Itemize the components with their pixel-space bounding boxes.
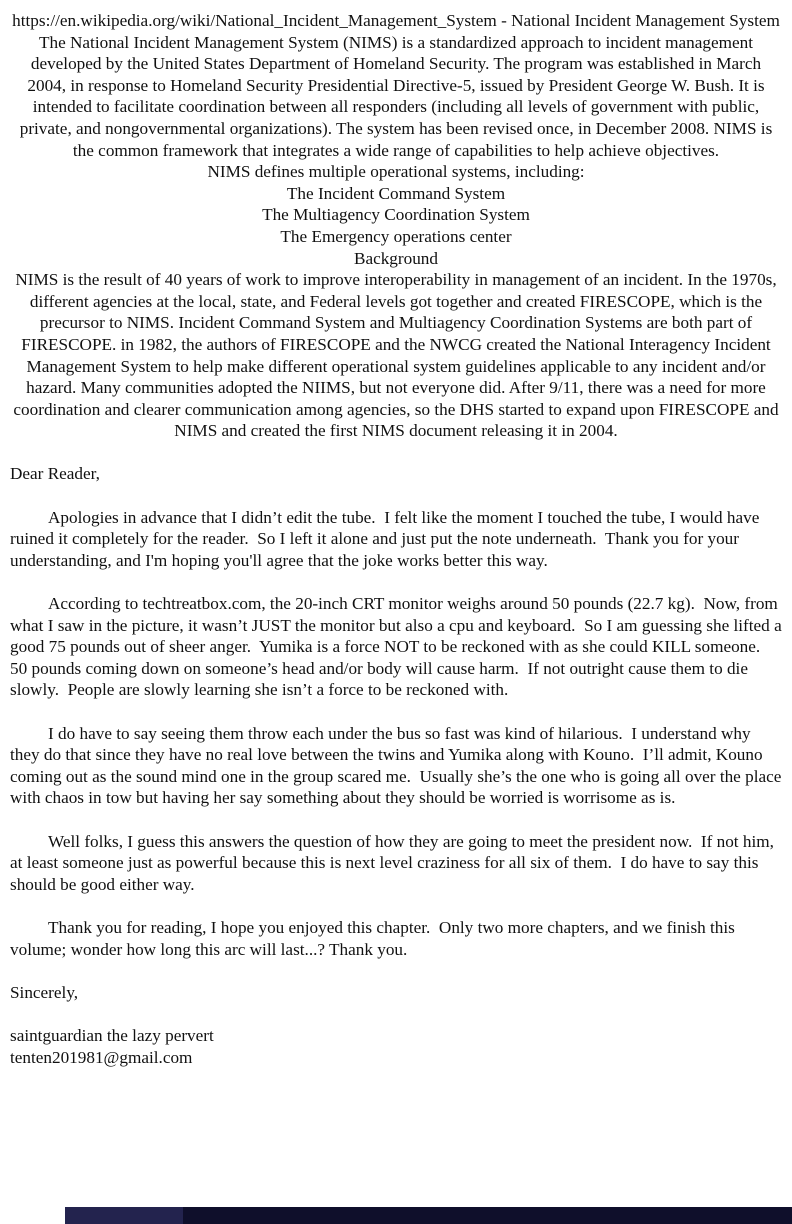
wiki-summary-section <box>10 10 782 442</box>
system-item: The Multiagency Coordination System <box>262 205 530 225</box>
taskbar-fragment[interactable] <box>65 1207 792 1224</box>
systems-intro-line: NIMS defines multiple operational systems, including: <box>207 162 585 182</box>
letter-closing: Sincerely, <box>10 982 79 1002</box>
source-url-line: https://en.wikipedia.org/wiki/National_Incident_Management_System - National Incident Management System <box>12 11 780 30</box>
signature-email: tenten201981@gmail.com <box>10 1047 193 1067</box>
reader-letter-section <box>10 463 786 1068</box>
taskbar-left-segment <box>65 1207 183 1224</box>
signature-name: saintguardian the lazy pervert <box>10 1025 214 1045</box>
nims-summary-paragraph: The National Incident Management System (NIMS) is a standardized approach to incident management developed by the United States Department of Homeland Security. The program was established in March 2004, in response to Homeland Security Presidential Directive-5, issued by President George W. Bush. It is intended to facilitate coordination between all responders (including all levels of government with public, private, and nongovernmental organizations). The system has been revised once, in December 2008. NIMS is the common framework that integrates a wide range of capabilities to help achieve objectives. <box>19 32 773 160</box>
letter-salutation: Dear Reader, <box>10 464 100 484</box>
letter-paragraph: Well folks, I guess this answers the question of how they are going to meet the president now. If not him, at least someone just as powerful because this is next level craziness for all six of them. I do have to say this should be good either way. <box>10 831 779 894</box>
system-item: The Emergency operations center <box>280 226 512 246</box>
background-heading: Background <box>353 248 438 268</box>
system-item: The Incident Command System <box>286 183 506 203</box>
background-paragraph: NIMS is the result of 40 years of work to improve interoperability in management of an incident. In the 1970s, different agencies at the local, state, and Federal levels got together and created FIRESCOPE, which is the precursor to NIMS. Incident Command System and Multiagency Coordination Systems are both part of FIRESCOPE. in 1982, the authors of FIRESCOPE and the NWCG created the National Interagency Incident Management System to help make different operational system guidelines applicable to any incident and/or hazard. Many communities adopted the NIIMS, but not everyone did. After 9/11, there was a need for more coordination and clearer communication among agencies, so the DHS started to expand upon FIRESCOPE and NIMS and created the first NIMS document releasing it in 2004. <box>13 270 779 441</box>
letter-paragraph: According to techtreatbox.com, the 20-inch CRT monitor weighs around 50 pounds (22.7 kg). Now, from what I saw in the picture, it wasn’t JUST the monitor but also a cpu and keyboard. So I am guessing she lifted a good 75 pounds out of sheer anger. Yumika is a force NOT to be reckoned with as she could KILL someone. 50 pounds coming down on someone’s head and/or body will cause harm. If not outright cause them to die slowly. People are slowly learning she isn’t a force to be reckoned with. <box>10 594 786 700</box>
letter-paragraph: Thank you for reading, I hope you enjoyed this chapter. Only two more chapters, and we finish this volume; wonder how long this arc will last...? Thank you. <box>10 917 740 959</box>
letter-paragraph: I do have to say seeing them throw each under the bus so fast was kind of hilarious. I understand why they do that since they have no real love between the twins and Yumika along with Kouno. I’ll admit, Kouno coming out as the sound mind one in the group scared me. Usually she’s the one who is going all over the place with chaos in tow but having her say something about they should be worried is worrisome as is. <box>10 723 786 808</box>
letter-paragraph: Apologies in advance that I didn’t edit the tube. I felt like the moment I touched the tube, I would have ruined it completely for the reader. So I left it alone and just put the note underneath. Thank you for your understanding, and I'm hoping you'll agree that the joke works better this way. <box>10 507 764 570</box>
